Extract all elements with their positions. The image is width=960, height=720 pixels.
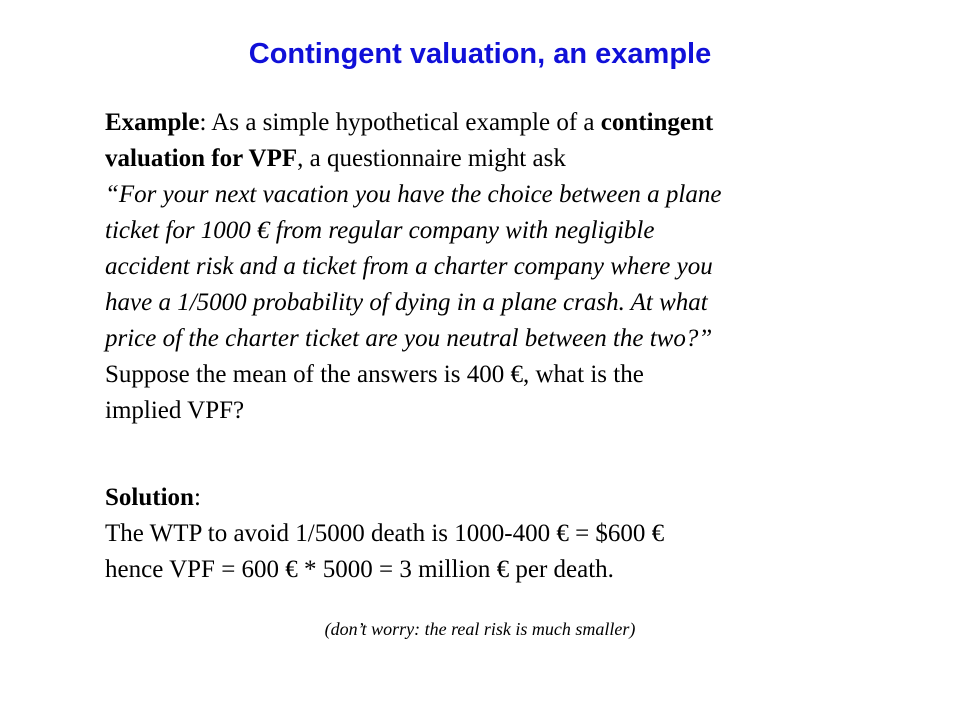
solution-line: hence VPF = 600 € * 5000 = 3 million € per death. <box>105 556 614 583</box>
example-label: Example <box>105 109 200 136</box>
question-line: “For your next vacation you have the choice between a plane <box>105 181 722 208</box>
followup-line: Suppose the mean of the answers is 400 €, what is the <box>105 361 644 388</box>
example-intro-bold: contingent <box>600 109 714 136</box>
example-line-1 <box>105 105 895 141</box>
solution-block <box>105 480 895 588</box>
example-block <box>105 105 895 429</box>
question-line: accident risk and a ticket from a charter company where you <box>105 253 713 280</box>
solution-label: Solution <box>105 484 194 511</box>
example-intro-rest: , a questionnaire might ask <box>297 145 566 172</box>
solution-line: The WTP to avoid 1/5000 death is 1000-400 € = $600 € <box>105 520 665 547</box>
solution-heading <box>105 480 895 516</box>
question-line: price of the charter ticket are you neutral between the two?” <box>105 325 713 352</box>
example-colon: : <box>199 109 212 136</box>
example-line-2 <box>105 141 895 177</box>
followup-line: implied VPF? <box>105 397 245 424</box>
question-line: have a 1/5000 probability of dying in a plane crash. At what <box>105 289 708 316</box>
slide-title: Contingent valuation, an example <box>248 38 712 70</box>
example-intro-text: As a simple hypothetical example of a <box>211 109 601 136</box>
example-vpf-bold: valuation for VPF <box>105 145 298 172</box>
question-line: ticket for 1000 € from regular company with negligible <box>105 217 655 244</box>
solution-colon: : <box>193 484 201 511</box>
footnote: (don’t worry: the real risk is much smaller) <box>324 619 636 639</box>
